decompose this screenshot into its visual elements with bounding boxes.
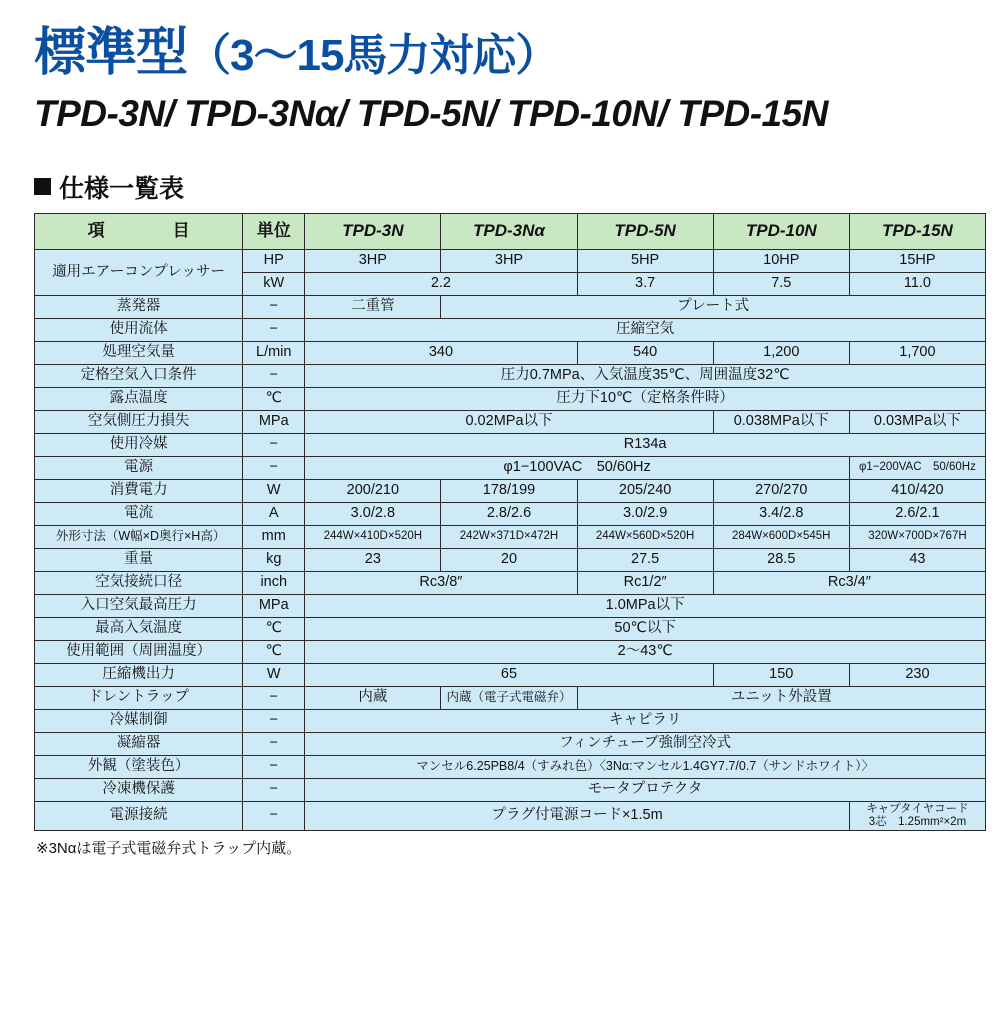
row-label: 適用エアーコンプレッサー (35, 249, 243, 295)
row-value: Rc3/8″ (305, 571, 577, 594)
row-unit: HP (243, 249, 305, 272)
row-label: 空気側圧力損失 (35, 410, 243, 433)
row-value: 27.5 (577, 548, 713, 571)
row-label: 冷媒制御 (35, 709, 243, 732)
table-row (35, 479, 986, 502)
row-unit: − (243, 318, 305, 341)
row-unit: L/min (243, 341, 305, 364)
row-unit: W (243, 663, 305, 686)
table-row (35, 709, 986, 732)
row-unit: kg (243, 548, 305, 571)
row-label: 電流 (35, 502, 243, 525)
row-value: 3HP (441, 249, 577, 272)
table-row (35, 525, 986, 548)
table-row (35, 617, 986, 640)
table-row (35, 732, 986, 755)
row-label: ドレントラップ (35, 686, 243, 709)
row-unit: − (243, 801, 305, 830)
row-value: 0.038MPa以下 (713, 410, 849, 433)
row-label: 外形寸法（W幅×D奥行×H高） (35, 525, 243, 548)
row-label: 露点温度 (35, 387, 243, 410)
row-value: R134a (305, 433, 986, 456)
row-value: 0.02MPa以下 (305, 410, 713, 433)
table-row (35, 755, 986, 778)
row-value: 11.0 (849, 272, 985, 295)
table-row (35, 778, 986, 801)
row-unit: W (243, 479, 305, 502)
row-value: プレート式 (441, 295, 986, 318)
header-model-tpd-3na: TPD-3Nα (441, 213, 577, 249)
row-value: 圧力0.7MPa、入気温度35℃、周囲温度32℃ (305, 364, 986, 387)
row-value: 200/210 (305, 479, 441, 502)
row-label: 重量 (35, 548, 243, 571)
row-unit: ℃ (243, 640, 305, 663)
table-header-row (35, 213, 986, 249)
row-value: 3.0/2.8 (305, 502, 441, 525)
row-label: 電源接続 (35, 801, 243, 830)
row-value: 270/270 (713, 479, 849, 502)
row-value: 圧縮空気 (305, 318, 986, 341)
row-value: 15HP (849, 249, 985, 272)
row-value: モータプロテクタ (305, 778, 986, 801)
row-value: 205/240 (577, 479, 713, 502)
header-model-tpd-15n: TPD-15N (849, 213, 985, 249)
row-label: 電源 (35, 456, 243, 479)
page-title (34, 26, 980, 81)
row-value: 0.03MPa以下 (849, 410, 985, 433)
row-value: フィンチューブ強制空冷式 (305, 732, 986, 755)
header-unit: 単位 (243, 213, 305, 249)
row-label: 処理空気量 (35, 341, 243, 364)
table-row (35, 663, 986, 686)
row-unit: kW (243, 272, 305, 295)
table-row (35, 387, 986, 410)
row-label: 凝縮器 (35, 732, 243, 755)
row-value: 320W×700D×767H (849, 525, 985, 548)
table-row (35, 686, 986, 709)
header-model-tpd-5n: TPD-5N (577, 213, 713, 249)
row-label: 消費電力 (35, 479, 243, 502)
row-value: 230 (849, 663, 985, 686)
header-model-tpd-3n: TPD-3N (305, 213, 441, 249)
row-value: 10HP (713, 249, 849, 272)
row-value: 244W×410D×520H (305, 525, 441, 548)
row-value: 圧力下10℃（定格条件時） (305, 387, 986, 410)
row-value: 43 (849, 548, 985, 571)
row-unit: − (243, 732, 305, 755)
row-label: 入口空気最高圧力 (35, 594, 243, 617)
row-label: 圧縮機出力 (35, 663, 243, 686)
table-row (35, 571, 986, 594)
row-unit: inch (243, 571, 305, 594)
row-value: 20 (441, 548, 577, 571)
row-value: 1,700 (849, 341, 985, 364)
row-value: 410/420 (849, 479, 985, 502)
row-label: 使用冷媒 (35, 433, 243, 456)
specification-table (34, 213, 986, 831)
row-label: 最高入気温度 (35, 617, 243, 640)
row-label: 使用範囲（周囲温度） (35, 640, 243, 663)
table-body (35, 249, 986, 830)
row-value: 340 (305, 341, 577, 364)
row-value: 540 (577, 341, 713, 364)
row-unit: mm (243, 525, 305, 548)
page-title-main: 標準型 (34, 24, 188, 82)
header-item: 項 目 (35, 213, 243, 249)
row-value: 2.2 (305, 272, 577, 295)
row-value: 50℃以下 (305, 617, 986, 640)
row-value: Rc3/4″ (713, 571, 985, 594)
row-unit: − (243, 364, 305, 387)
row-unit: − (243, 686, 305, 709)
row-value: 1,200 (713, 341, 849, 364)
row-value: 2.6/2.1 (849, 502, 985, 525)
row-unit: − (243, 456, 305, 479)
table-row (35, 410, 986, 433)
table-row (35, 502, 986, 525)
row-label: 空気接続口径 (35, 571, 243, 594)
header-model-tpd-10n: TPD-10N (713, 213, 849, 249)
row-value: 2〜43℃ (305, 640, 986, 663)
row-value: φ1−100VAC 50/60Hz (305, 456, 850, 479)
page-title-paren: （3〜15馬力対応） (187, 31, 559, 80)
row-unit: A (243, 502, 305, 525)
row-unit: MPa (243, 594, 305, 617)
row-value: 3.7 (577, 272, 713, 295)
row-unit: − (243, 755, 305, 778)
row-value: 7.5 (713, 272, 849, 295)
row-value: 内蔵 (305, 686, 441, 709)
row-label: 使用流体 (35, 318, 243, 341)
row-value: 242W×371D×472H (441, 525, 577, 548)
row-value: プラグ付電源コード×1.5m (305, 801, 850, 830)
table-row (35, 341, 986, 364)
row-label: 冷凍機保護 (35, 778, 243, 801)
row-unit: ℃ (243, 387, 305, 410)
table-row (35, 640, 986, 663)
row-value: キャプタイヤコード 3芯 1.25mm²×2m (849, 801, 985, 830)
model-list-heading: TPD-3N/ TPD-3Nα/ TPD-5N/ TPD-10N/ TPD-15N (34, 92, 828, 134)
row-value: φ1−200VAC 50/60Hz (849, 456, 985, 479)
row-label: 定格空気入口条件 (35, 364, 243, 387)
row-label: 外観（塗装色） (35, 755, 243, 778)
row-label: 蒸発器 (35, 295, 243, 318)
row-value: 3.0/2.9 (577, 502, 713, 525)
row-value: 23 (305, 548, 441, 571)
table-row (35, 594, 986, 617)
table-row (35, 548, 986, 571)
row-unit: − (243, 433, 305, 456)
row-value: マンセル6.25PB8/4（すみれ色）〈3Nα:マンセル1.4GY7.7/0.7（サンドホワイト）〉 (305, 755, 986, 778)
row-value: 1.0MPa以下 (305, 594, 986, 617)
table-row (35, 801, 986, 830)
section-heading-label: 仕様一覧表 (59, 174, 185, 203)
table-row (35, 249, 986, 272)
row-value: 284W×600D×545H (713, 525, 849, 548)
row-unit: ℃ (243, 617, 305, 640)
footnote: ※3Nαは電子式電磁弁式トラップ内蔵。 (36, 840, 302, 858)
row-value: キャピラリ (305, 709, 986, 732)
row-value: 二重管 (305, 295, 441, 318)
row-value: 2.8/2.6 (441, 502, 577, 525)
table-row (35, 318, 986, 341)
row-unit: MPa (243, 410, 305, 433)
row-value: Rc1/2″ (577, 571, 713, 594)
row-value: 65 (305, 663, 713, 686)
row-value: 内蔵（電子式電磁弁） (441, 686, 577, 709)
table-row (35, 364, 986, 387)
row-value: 28.5 (713, 548, 849, 571)
table-row (35, 456, 986, 479)
section-heading (34, 169, 980, 205)
square-bullet-icon (34, 178, 51, 195)
row-unit: − (243, 709, 305, 732)
row-unit: − (243, 295, 305, 318)
row-value: 178/199 (441, 479, 577, 502)
row-value: 5HP (577, 249, 713, 272)
row-unit: − (243, 778, 305, 801)
row-value: 244W×560D×520H (577, 525, 713, 548)
table-row (35, 295, 986, 318)
row-value: 150 (713, 663, 849, 686)
table-row (35, 433, 986, 456)
row-value: 3HP (305, 249, 441, 272)
row-value: ユニット外設置 (577, 686, 985, 709)
row-value: 3.4/2.8 (713, 502, 849, 525)
